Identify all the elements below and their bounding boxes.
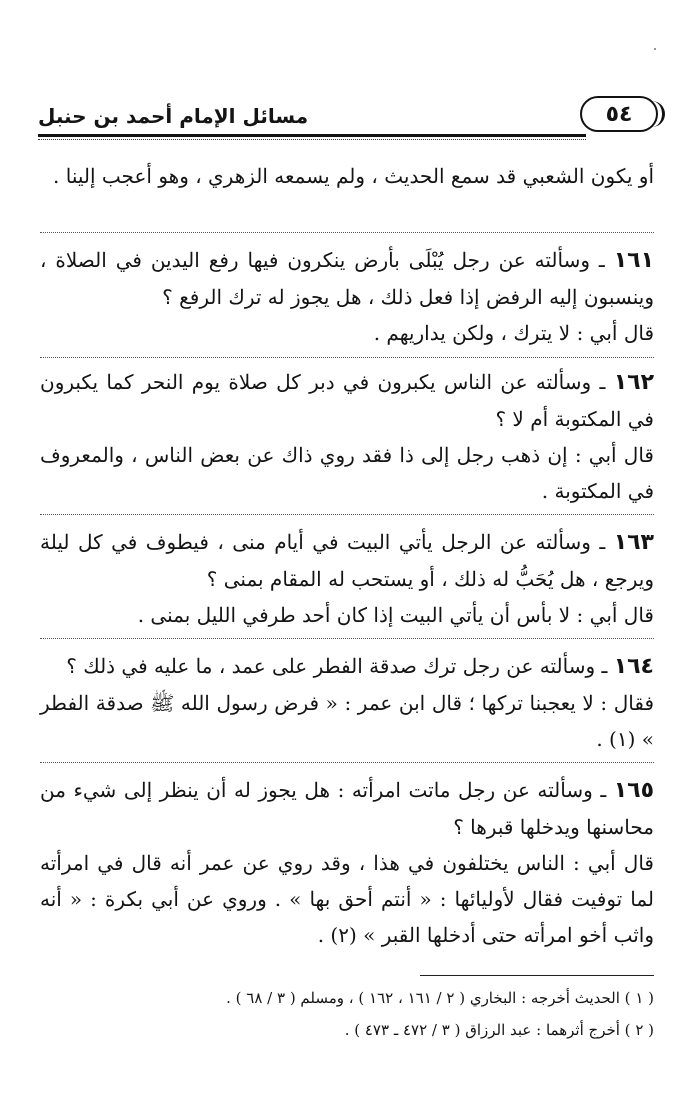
entry-question: ١٦٥ ـ وسألته عن رجل ماتت امرأته : هل يجوز له أن ينظر إلى شيء من محاسنها ويدخلها قبرها ؟ — [40, 778, 655, 839]
book-title: مسائل الإمام أحمد بن حنبل — [38, 104, 309, 128]
intro-text: أو يكون الشعبي قد سمع الحديث ، ولم يسمعه الزهري ، وهو أعجب إلينا . — [53, 164, 654, 188]
question-text: وسألته عن رجل يُبْلَى بأرض ينكرون فيها رفع اليدين في الصلاة ، وينسبون إليه الرفض إذا فعل ذلك ، هل يجوز له ترك الرفع ؟ — [40, 248, 654, 309]
footnote-1: ( ١ ) الحديث أخرجه : البخاري ( ٢ / ١٦١ ، ١٦٢ ) ، ومسلم ( ٣ / ٦٨ ) . — [226, 989, 654, 1007]
separator — [40, 514, 654, 515]
header-dotted-rule — [38, 139, 586, 140]
entry-number: ١٦٣ — [613, 530, 654, 555]
entry-question: ١٦١ ـ وسألته عن رجل يُبْلَى بأرض ينكرون فيها رفع اليدين في الصلاة ، وينسبون إليه الرفض إذا فعل ذلك ، هل يجوز له ترك الرفع ؟ — [40, 248, 655, 309]
entry-answer: قال أبي : إن ذهب رجل إلى ذا فقد روي ذاك عن بعض الناس ، والمعروف في المكتوبة . — [40, 443, 654, 503]
entry-164 — [40, 648, 654, 757]
entry-question: ١٦٢ ـ وسألته عن الناس يكبرون في دبر كل صلاة يوم النحر كما يكبرون في المكتوبة أم لا ؟ — [40, 370, 655, 431]
separator — [40, 357, 654, 358]
page-number: ٥٤ — [580, 96, 658, 132]
entry-number: ١٦١ — [613, 248, 655, 273]
separator — [40, 638, 654, 639]
entry-number: ١٦٢ — [613, 370, 655, 395]
entry-answer: قال أبي : لا يترك ، ولكن يداريهم . — [373, 321, 654, 345]
entry-question: ١٦٣ ـ وسألته عن الرجل يأتي البيت في أيام منى ، فيطوف في كل ليلة ويرجع ، هل يُحَبُّ له ذلك ، أو يستحب له المقام بمنى ؟ — [40, 530, 654, 591]
footnote-2: ( ٢ ) أخرج أثرهما : عبد الرزاق ( ٣ / ٤٧٢ ـ ٤٧٣ ) . — [344, 1021, 654, 1039]
question-text: وسألته عن رجل ترك صدقة الفطر على عمد ، ما عليه في ذلك ؟ — [66, 654, 596, 678]
entry-question: ١٦٤ ـ وسألته عن رجل ترك صدقة الفطر على عمد ، ما عليه في ذلك ؟ — [66, 654, 654, 679]
entry-163 — [40, 524, 654, 633]
entry-answer: قال أبي : لا بأس أن يأتي البيت إذا كان أحد طرفي الليل بمنى . — [137, 603, 654, 627]
intro-paragraph — [40, 158, 654, 194]
separator — [40, 762, 654, 763]
page-header — [38, 96, 658, 142]
entry-161 — [40, 242, 654, 351]
separator — [40, 232, 654, 233]
entry-answer: قال أبي : الناس يختلفون في هذا ، وقد روي عن عمر أنه قال في امرأته لما توفيت فقال لأوليائها : « أنتم أحق بها » . وروي عن أبي بكرة : « أنه واثب أخو امرأته حتى أدخلها القبر » (٢) . — [40, 851, 654, 947]
question-text: وسألته عن رجل ماتت امرأته : هل يجوز له أن ينظر إلى شيء من محاسنها ويدخلها قبرها ؟ — [40, 778, 654, 839]
header-rule — [38, 134, 586, 137]
entry-number: ١٦٥ — [613, 778, 655, 803]
entry-165 — [40, 772, 654, 953]
entry-162 — [40, 364, 654, 509]
entry-number: ١٦٤ — [613, 654, 654, 679]
question-text: وسألته عن الرجل يأتي البيت في أيام منى ، فيطوف في كل ليلة ويرجع ، هل يُحَبُّ له ذلك ، أو يستحب له المقام بمنى ؟ — [40, 530, 654, 591]
entry-answer: فقال : لا يعجبنا تركها ؛ قال ابن عمر : « فرض رسول الله ﷺ صدقة الفطر » (١) . — [40, 691, 654, 751]
ink-speck — [654, 48, 656, 50]
footnote-rule — [420, 975, 654, 976]
question-text: وسألته عن الناس يكبرون في دبر كل صلاة يوم النحر كما يكبرون في المكتوبة أم لا ؟ — [40, 370, 654, 431]
